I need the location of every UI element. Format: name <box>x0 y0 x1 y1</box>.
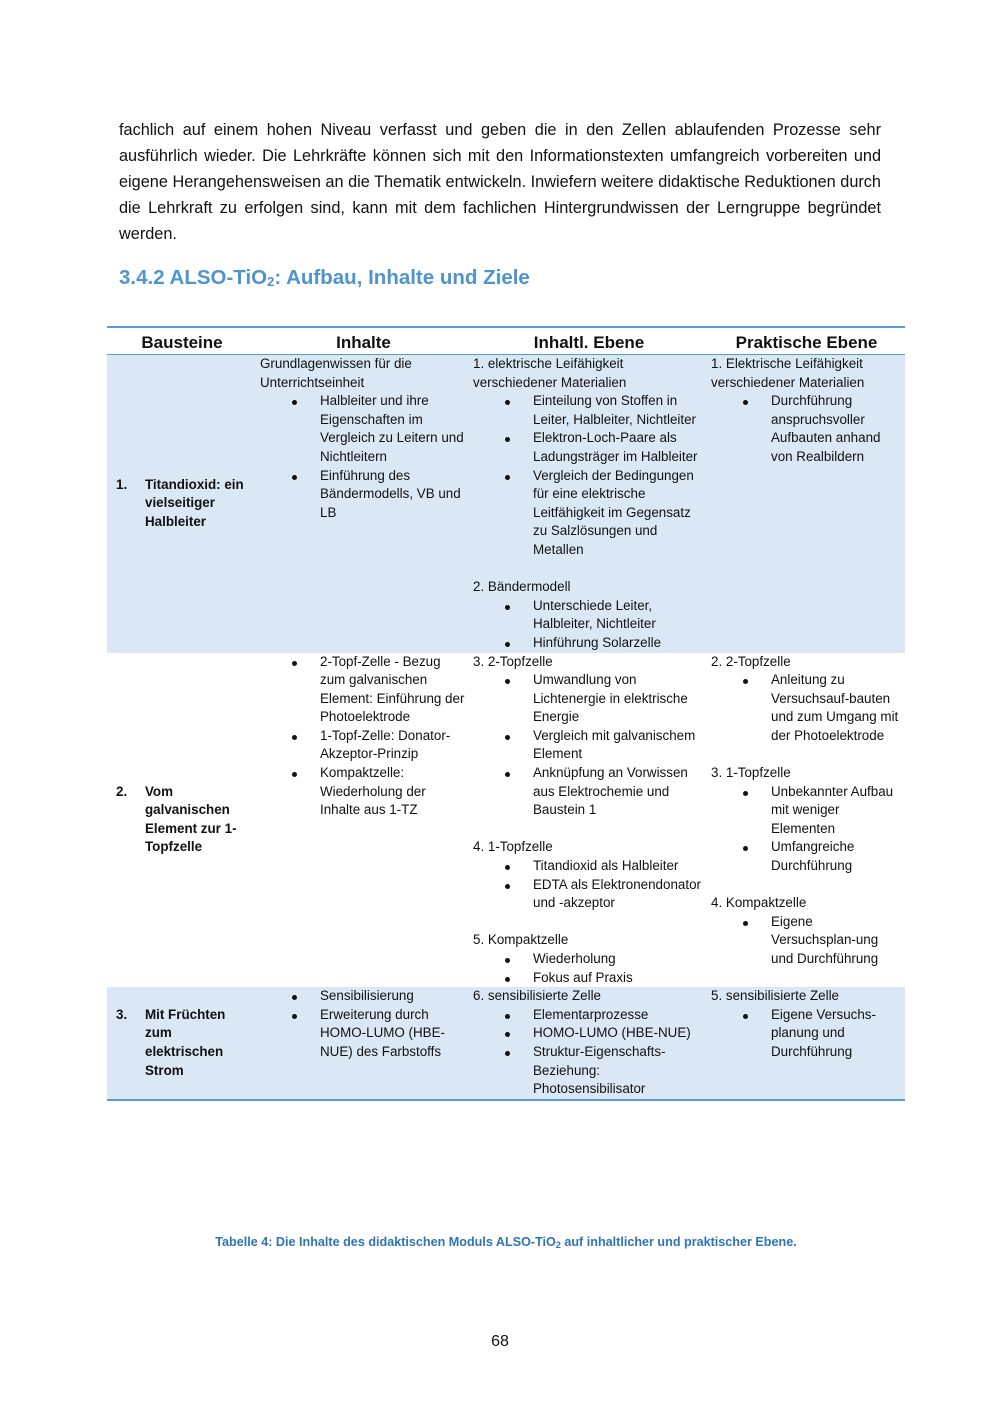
block-title: 1. elektrische Leifähigkeit verschiedener Materialien <box>473 356 627 390</box>
list-item <box>260 764 466 820</box>
list-item <box>473 671 704 727</box>
heading-rest: : Aufbau, Inhalte und Ziele <box>274 266 530 289</box>
bullet-list <box>473 1006 704 1099</box>
block-title: 3. 1-Topfzelle <box>711 765 791 781</box>
bullet-icon <box>743 846 748 851</box>
bullet-icon <box>505 642 510 647</box>
list-item-text: Struktur-Eigenschafts-Beziehung: Photosensibilisator <box>533 1043 666 1097</box>
bullet-list <box>260 392 466 522</box>
intro-paragraph: fachlich auf einem hohen Niveau verfasst und geben die in den Zellen ablaufenden Prozesse sehr ausführlich wieder. Die Lehrkräfte können sich mit den Informationstexten umfangreich vorbereiten und eigene Herangehensweisen an die Thematik entwickeln. Inwiefern weitere didaktische Reduktionen durch die Lehrkraft zu erfolgen sind, kann mit dem fachlichen Hintergrundwissen der Lerngruppe begründet werden. <box>119 121 881 243</box>
inhalte-cell <box>257 355 470 653</box>
bullet-icon <box>505 437 510 442</box>
list-item-text: Unbekannter Aufbau mit weniger Elementen <box>771 783 894 836</box>
list-item-text: Eigene Versuchsplan-ung und Durchführung <box>771 913 879 966</box>
bullet-icon <box>743 679 748 684</box>
list-item <box>260 392 466 466</box>
bullet-icon <box>505 735 510 740</box>
caption-subscript: 2 <box>555 1240 561 1250</box>
list-item <box>473 597 704 634</box>
list-item <box>711 783 901 839</box>
list-item-text: 2-Topf-Zelle - Bezug zum galvanischen Element: Einführung der Photoelektrode <box>320 653 465 725</box>
list-item-text: Einteilung von Stoffen in Leiter, Halbleiter, Nichtleiter <box>533 393 696 427</box>
list-item-text: Sensibilisierung <box>320 988 414 1004</box>
bullet-icon <box>292 661 297 666</box>
praktische-ebene-cell <box>708 653 905 988</box>
bullet-icon <box>505 605 510 610</box>
list-item <box>473 392 704 429</box>
list-item-text: Erweiterung durch HOMO-LUMO (HBE-NUE) des Farbstoffs <box>320 1006 445 1059</box>
list-item-text: Anleitung zu Versuchsauf-bauten und zum Umgang mit der Photoelektrode <box>771 672 899 743</box>
bullet-icon <box>505 1051 510 1056</box>
bullet-icon <box>292 475 297 480</box>
list-item-text: HOMO-LUMO (HBE-NUE) <box>533 1025 691 1041</box>
block-title: 4. Kompaktzelle <box>711 895 807 911</box>
bullet-icon <box>505 865 510 870</box>
bullet-icon <box>505 400 510 405</box>
baustein-number: 2. <box>116 783 128 799</box>
section-heading <box>119 266 530 290</box>
table-row <box>107 355 905 653</box>
bullet-list <box>711 671 901 745</box>
bullet-icon <box>505 772 510 777</box>
bullet-list <box>711 783 901 876</box>
praktische-ebene-cell <box>708 987 905 1100</box>
table-row <box>107 653 905 988</box>
list-item-text: Vergleich der Bedingungen für eine elektrische Leitfähigkeit im Gegensatz zu Salzlösungen und Metallen <box>533 467 694 557</box>
block-title: 2. Bändermodell <box>473 579 571 595</box>
bullet-list <box>473 597 704 653</box>
baustein-number: 3. <box>116 1006 128 1022</box>
list-item <box>473 950 704 969</box>
heading-subscript: 2 <box>267 274 275 289</box>
block-spacer <box>711 745 901 764</box>
list-item-text: Unterschiede Leiter, Halbleiter, Nichtleiter <box>533 597 656 632</box>
baustein-label: Mit Früchten zum elektrischen Strom <box>145 1006 226 1078</box>
baustein-wrap <box>110 476 253 532</box>
bullet-list <box>260 987 466 1061</box>
baustein-wrap <box>110 1006 253 1080</box>
bullet-icon <box>505 1032 510 1037</box>
list-item-text: Hinführung Solarzelle <box>533 634 662 650</box>
list-item-text: Elementarprozesse <box>533 1006 649 1022</box>
bullet-icon <box>292 735 297 740</box>
block-title: 5. Kompaktzelle <box>473 932 569 948</box>
list-item-text: Anknüpfung an Vorwissen aus Elektrochemie und Baustein 1 <box>533 765 688 818</box>
list-item <box>711 392 901 466</box>
bullet-list <box>473 857 704 913</box>
table-caption <box>107 1235 905 1250</box>
block-title: Grundlagenwissen für die Unterrichtseinheit <box>260 356 412 390</box>
block-title: 3. 2-Topfzelle <box>473 653 553 669</box>
list-item <box>473 1043 704 1099</box>
table-body <box>107 355 905 1100</box>
bullet-icon <box>292 995 297 1000</box>
table-row <box>107 987 905 1100</box>
bullet-icon <box>505 475 510 480</box>
list-item <box>711 671 901 745</box>
list-item <box>260 467 466 523</box>
bullet-icon <box>292 400 297 405</box>
bullet-icon <box>505 958 510 963</box>
bullet-icon <box>292 772 297 777</box>
praktische-ebene-cell <box>708 355 905 653</box>
table-header-row <box>107 327 905 355</box>
header-bausteine: Bausteine <box>107 327 257 355</box>
page-number: 68 <box>491 1333 509 1350</box>
list-item-text: Wiederholung <box>533 951 616 966</box>
block-spacer <box>473 913 704 932</box>
inhalte-cell <box>257 653 470 988</box>
list-item <box>260 1006 466 1062</box>
list-item-text: Eigene Versuchs-planung und Durchführung <box>771 1006 876 1059</box>
list-item <box>711 838 901 875</box>
block-title: 6. sensibilisierte Zelle <box>473 988 602 1004</box>
block-title: 4. 1-Topfzelle <box>473 839 553 855</box>
bullet-list <box>711 392 901 466</box>
list-item-text: Durchführung anspruchsvoller Aufbauten anhand von Realbildern <box>771 393 881 464</box>
content-table <box>107 326 905 1101</box>
baustein-label: Titandioxid: ein vielseitiger Halbleiter <box>145 476 244 530</box>
list-item <box>711 913 901 969</box>
list-item-text: EDTA als Elektronendonator und -akzeptor <box>533 876 701 911</box>
list-item-text: Fokus auf Praxis <box>533 969 633 985</box>
heading-main: 3.4.2 ALSO-TiO <box>119 266 268 289</box>
list-item-text: Einführung des Bändermodells, VB und LB <box>320 467 461 520</box>
bullet-list <box>473 950 704 987</box>
bullet-icon <box>505 679 510 684</box>
bullet-icon <box>743 1014 748 1019</box>
bullet-icon <box>505 977 510 982</box>
content-table-wrapper <box>107 326 905 1101</box>
list-item <box>473 429 704 466</box>
list-item <box>473 969 704 988</box>
bullet-list <box>260 653 466 820</box>
block-spacer <box>473 560 704 579</box>
bullet-list <box>711 1006 901 1062</box>
list-item <box>473 857 704 876</box>
caption-main: Tabelle 4: Die Inhalte des didaktischen Moduls ALSO-TiO <box>215 1235 556 1249</box>
list-item <box>473 634 704 653</box>
bullet-icon <box>743 921 748 926</box>
header-praktische-ebene: Praktische Ebene <box>708 327 905 355</box>
inhaltl-ebene-cell <box>470 987 708 1100</box>
block-spacer <box>473 820 704 839</box>
list-item-text: Halbleiter und ihre Eigenschaften im Vergleich zu Leitern und Nichtleitern <box>320 393 464 464</box>
bullet-list <box>473 671 704 820</box>
bullet-icon <box>292 1014 297 1019</box>
baustein-number: 1. <box>116 476 128 492</box>
block-title: 1. Elektrische Leifähigkeit verschiedener Materialien <box>711 356 865 390</box>
baustein-label: Vom galvanischen Element zur 1-Topfzelle <box>145 783 237 855</box>
bullet-icon <box>505 884 510 889</box>
bullet-icon <box>743 791 748 796</box>
list-item <box>473 1024 704 1043</box>
block-spacer <box>711 876 901 895</box>
list-item <box>473 727 704 764</box>
inhalte-cell <box>257 987 470 1100</box>
list-item-text: Umwandlung von Lichtenergie in elektrische Energie <box>533 672 688 725</box>
bullet-list <box>711 913 901 969</box>
list-item <box>260 987 466 1006</box>
baustein-cell <box>107 653 257 988</box>
header-inhaltl-ebene: Inhaltl. Ebene <box>470 327 708 355</box>
list-item-text: Vergleich mit galvanischem Element <box>533 727 696 762</box>
list-item <box>473 1006 704 1025</box>
list-item <box>473 467 704 560</box>
baustein-wrap <box>110 783 253 857</box>
baustein-cell <box>107 355 257 653</box>
list-item <box>260 727 466 764</box>
header-inhalte: Inhalte <box>257 327 470 355</box>
caption-rest: auf inhaltlicher und praktischer Ebene. <box>560 1235 797 1249</box>
list-item <box>473 876 704 913</box>
list-item-text: Titandioxid als Halbleiter <box>533 858 679 874</box>
list-item-text: 1-Topf-Zelle: Donator-Akzeptor-Prinzip <box>320 727 451 762</box>
bullet-list <box>473 392 704 559</box>
list-item <box>473 764 704 820</box>
block-title: 5. sensibilisierte Zelle <box>711 988 840 1004</box>
block-title: 2. 2-Topfzelle <box>711 653 791 669</box>
inhaltl-ebene-cell <box>470 355 708 653</box>
baustein-cell <box>107 987 257 1100</box>
list-item <box>711 1006 901 1062</box>
bullet-icon <box>743 400 748 405</box>
inhaltl-ebene-cell <box>470 653 708 988</box>
list-item-text: Elektron-Loch-Paare als Ladungsträger im Halbleiter <box>533 430 698 464</box>
list-item-text: Kompaktzelle: Wiederholung der Inhalte aus 1-TZ <box>320 765 426 818</box>
list-item <box>260 653 466 727</box>
bullet-icon <box>505 1014 510 1019</box>
list-item-text: Umfangreiche Durchführung <box>771 839 855 874</box>
